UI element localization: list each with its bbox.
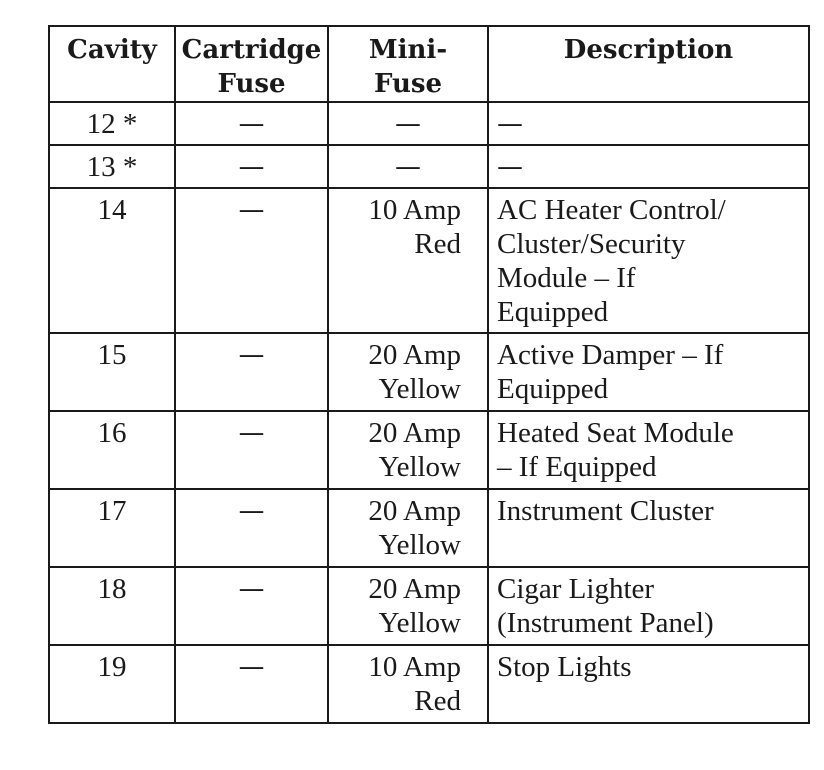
cartridge-fuse-cell: —	[175, 188, 328, 333]
description-line: Equipped	[497, 373, 609, 405]
header-cavity	[49, 26, 175, 102]
description-cell	[488, 188, 809, 333]
mini-fuse-line: 20 Amp	[368, 573, 461, 605]
description-line: Equipped	[497, 296, 609, 328]
description-line: Active Damper – If	[497, 339, 724, 371]
fuse-table	[48, 25, 810, 724]
cartridge-fuse-cell: —	[175, 145, 328, 188]
mini-fuse-cell	[328, 145, 488, 188]
table-row	[49, 489, 809, 567]
table-row	[49, 188, 809, 333]
mini-fuse-line: 10 Amp	[368, 194, 461, 226]
header-description-line: Description	[563, 35, 734, 65]
header-row	[49, 26, 809, 102]
description-line: —	[497, 152, 523, 182]
cartridge-fuse-cell: —	[175, 333, 328, 411]
description-line: —	[497, 109, 523, 139]
table-row	[49, 645, 809, 723]
mini-fuse-cell	[328, 567, 488, 645]
header-cartridge-fuse	[175, 26, 328, 102]
table-body	[49, 102, 809, 723]
header-mini-line: Fuse	[373, 69, 443, 99]
header-description	[488, 26, 809, 102]
cavity-cell: 12 *	[49, 102, 175, 145]
description-line: Stop Lights	[497, 651, 632, 683]
header-cartridge-line: Fuse	[217, 69, 286, 99]
cavity-cell: 17	[49, 489, 175, 567]
mini-fuse-cell	[328, 102, 488, 145]
mini-fuse-line: Yellow	[378, 607, 461, 639]
description-cell	[488, 411, 809, 489]
description-cell	[488, 333, 809, 411]
description-line: Cigar Lighter	[497, 573, 655, 605]
table-row	[49, 333, 809, 411]
cavity-cell: 19	[49, 645, 175, 723]
table-row	[49, 567, 809, 645]
description-cell	[488, 102, 809, 145]
mini-fuse-line: Yellow	[378, 529, 461, 561]
description-line: Module – If	[497, 262, 636, 294]
mini-fuse-line: —	[395, 152, 421, 182]
description-line: Instrument Cluster	[497, 495, 714, 527]
mini-fuse-cell	[328, 645, 488, 723]
header-cavity-line: Cavity	[67, 35, 157, 65]
mini-fuse-line: 10 Amp	[368, 651, 461, 683]
mini-fuse-line: Red	[414, 685, 461, 717]
cartridge-fuse-cell: —	[175, 411, 328, 489]
mini-fuse-line: 20 Amp	[368, 417, 461, 449]
description-line: AC Heater Control/	[497, 194, 726, 226]
description-line: Cluster/Security	[497, 228, 686, 260]
mini-fuse-line: 20 Amp	[368, 495, 461, 527]
table-row	[49, 145, 809, 188]
mini-fuse-line: Yellow	[378, 373, 461, 405]
table-row	[49, 411, 809, 489]
mini-fuse-cell	[328, 411, 488, 489]
cartridge-fuse-cell: —	[175, 489, 328, 567]
cartridge-fuse-cell: —	[175, 567, 328, 645]
description-cell	[488, 645, 809, 723]
cartridge-fuse-cell: —	[175, 102, 328, 145]
mini-fuse-line: 20 Amp	[368, 339, 461, 371]
mini-fuse-cell	[328, 489, 488, 567]
description-line: – If Equipped	[497, 451, 657, 483]
mini-fuse-cell	[328, 333, 488, 411]
cavity-cell: 14	[49, 188, 175, 333]
mini-fuse-line: Red	[414, 228, 461, 260]
mini-fuse-line: —	[395, 109, 421, 139]
description-cell	[488, 567, 809, 645]
description-line: (Instrument Panel)	[497, 607, 714, 639]
description-cell	[488, 489, 809, 567]
cavity-cell: 13 *	[49, 145, 175, 188]
header-cartridge-line: Cartridge	[181, 35, 322, 65]
mini-fuse-cell	[328, 188, 488, 333]
description-line: Heated Seat Module	[497, 417, 734, 449]
description-cell	[488, 145, 809, 188]
header-mini-fuse	[328, 26, 488, 102]
table-row	[49, 102, 809, 145]
cartridge-fuse-cell: —	[175, 645, 328, 723]
header-mini-line: Mini-	[368, 35, 448, 65]
cavity-cell: 15	[49, 333, 175, 411]
cavity-cell: 18	[49, 567, 175, 645]
cavity-cell: 16	[49, 411, 175, 489]
mini-fuse-line: Yellow	[378, 451, 461, 483]
